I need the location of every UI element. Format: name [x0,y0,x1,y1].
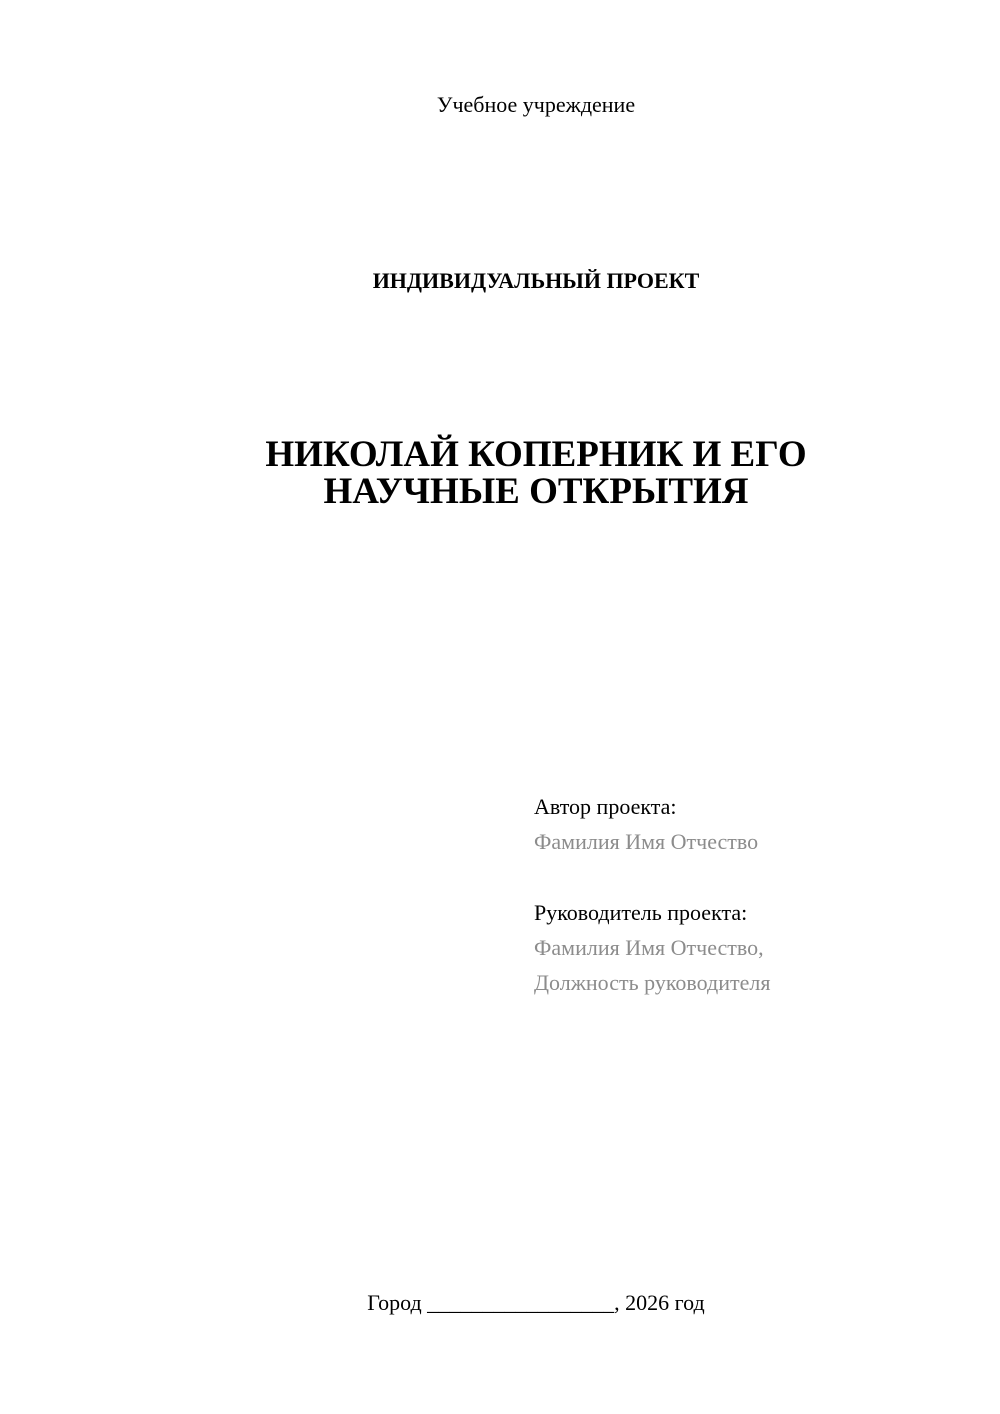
project-title [0,436,1000,510]
author-name: Фамилия Имя Отчество [534,829,759,854]
institution-name: Учебное учреждение [436,92,636,117]
credits-spacer [534,859,770,895]
city-year-line: Город _________________, 2026 год [367,1290,705,1315]
supervisor-position: Должность руководителя [534,970,771,995]
supervisor-name: Фамилия Имя Отчество, [534,935,764,960]
project-credits [534,789,770,1000]
project-type-heading: ИНДИВИДУАЛЬНЫЙ ПРОЕКТ [372,268,700,293]
project-title-line-2: НАУЧНЫЕ ОТКРЫТИЯ [323,471,749,512]
supervisor-label: Руководитель проекта: [534,900,748,925]
author-label: Автор проекта: [534,794,677,819]
project-title-line-1: НИКОЛАЙ КОПЕРНИК И ЕГО [265,434,807,475]
